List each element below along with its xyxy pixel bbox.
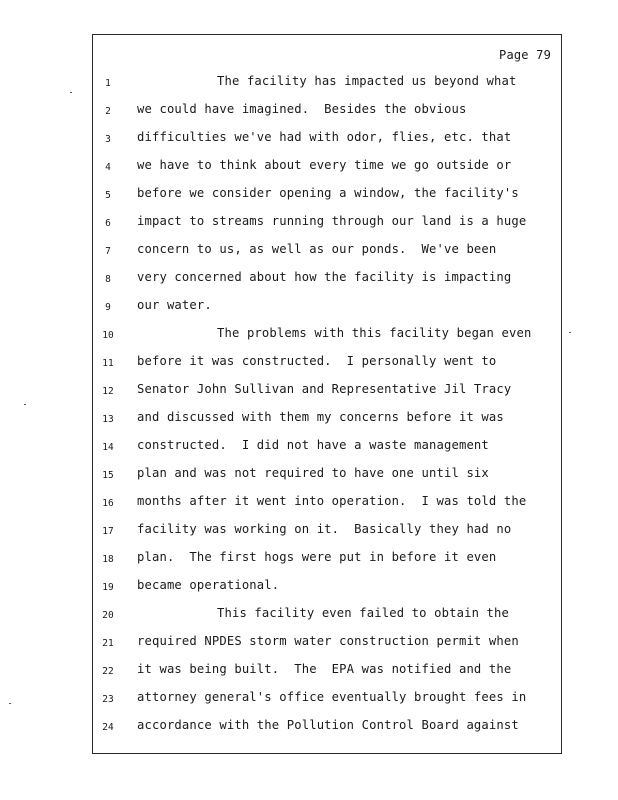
line-text: we could have imagined. Besides the obvious (137, 102, 467, 116)
transcript-line (93, 690, 561, 710)
line-number: 22 (102, 666, 114, 677)
line-text: accordance with the Pollution Control Board against (137, 718, 519, 732)
line-text: months after it went into operation. I was told the (137, 494, 527, 508)
transcript-line (93, 242, 561, 262)
transcript-line (93, 382, 561, 402)
line-number: 18 (102, 554, 114, 565)
transcript-line (93, 354, 561, 374)
scan-speck (70, 92, 72, 93)
transcript-line (93, 102, 561, 122)
line-text: Senator John Sullivan and Representative Jil Tracy (137, 382, 512, 396)
line-text: required NPDES storm water construction permit when (137, 634, 519, 648)
line-number: 23 (102, 694, 114, 705)
line-number: 10 (102, 330, 114, 341)
transcript-line (93, 522, 561, 542)
line-text: The facility has impacted us beyond what (217, 74, 517, 88)
transcript-line (93, 494, 561, 514)
line-number: 14 (102, 442, 114, 453)
line-number: 24 (102, 722, 114, 733)
line-text: attorney general's office eventually brought fees in (137, 690, 527, 704)
transcript-line (93, 326, 561, 346)
line-text: This facility even failed to obtain the (217, 606, 510, 620)
line-number: 9 (105, 302, 111, 313)
transcript-line (93, 662, 561, 682)
line-number: 6 (105, 218, 111, 229)
line-text: impact to streams running through our land is a huge (137, 214, 527, 228)
line-text: we have to think about every time we go outside or (137, 158, 512, 172)
line-number: 3 (105, 134, 111, 145)
transcript-page (92, 34, 562, 754)
transcript-line (93, 74, 561, 94)
line-text: before it was constructed. I personally went to (137, 354, 497, 368)
line-number: 20 (102, 610, 114, 621)
transcript-line (93, 298, 561, 318)
line-text: very concerned about how the facility is impacting (137, 270, 512, 284)
transcript-line (93, 550, 561, 570)
transcript-line (93, 158, 561, 178)
line-text: and discussed with them my concerns before it was (137, 410, 504, 424)
transcript-line (93, 718, 561, 738)
line-text: concern to us, as well as our ponds. We've been (137, 242, 497, 256)
line-text: our water. (137, 298, 212, 312)
transcript-line (93, 634, 561, 654)
line-text: before we consider opening a window, the facility's (137, 186, 519, 200)
line-text: plan and was not required to have one until six (137, 466, 489, 480)
line-number: 16 (102, 498, 114, 509)
line-number: 19 (102, 582, 114, 593)
transcript-line (93, 130, 561, 150)
line-number: 11 (102, 358, 114, 369)
line-text: facility was working on it. Basically they had no (137, 522, 512, 536)
transcript-line (93, 466, 561, 486)
page-number: Page 79 (499, 48, 551, 62)
transcript-line (93, 438, 561, 458)
line-number: 15 (102, 470, 114, 481)
line-number: 8 (105, 274, 111, 285)
line-text: plan. The first hogs were put in before it even (137, 550, 497, 564)
line-number: 5 (105, 190, 111, 201)
transcript-line (93, 186, 561, 206)
line-number: 13 (102, 414, 114, 425)
line-text: became operational. (137, 578, 280, 592)
line-number: 2 (105, 106, 111, 117)
line-number: 1 (105, 78, 111, 89)
line-text: difficulties we've had with odor, flies, etc. that (137, 130, 512, 144)
line-number: 21 (102, 638, 114, 649)
line-text: constructed. I did not have a waste management (137, 438, 489, 452)
transcript-line (93, 606, 561, 626)
scan-speck (24, 404, 26, 405)
line-text: The problems with this facility began even (217, 326, 532, 340)
scan-speck (9, 703, 11, 704)
line-number: 17 (102, 526, 114, 537)
line-number: 7 (105, 246, 111, 257)
line-number: 12 (102, 386, 114, 397)
transcript-line (93, 410, 561, 430)
transcript-line (93, 578, 561, 598)
line-number: 4 (105, 162, 111, 173)
transcript-line (93, 270, 561, 290)
line-text: it was being built. The EPA was notified and the (137, 662, 512, 676)
transcript-line (93, 214, 561, 234)
scan-speck (569, 332, 571, 333)
